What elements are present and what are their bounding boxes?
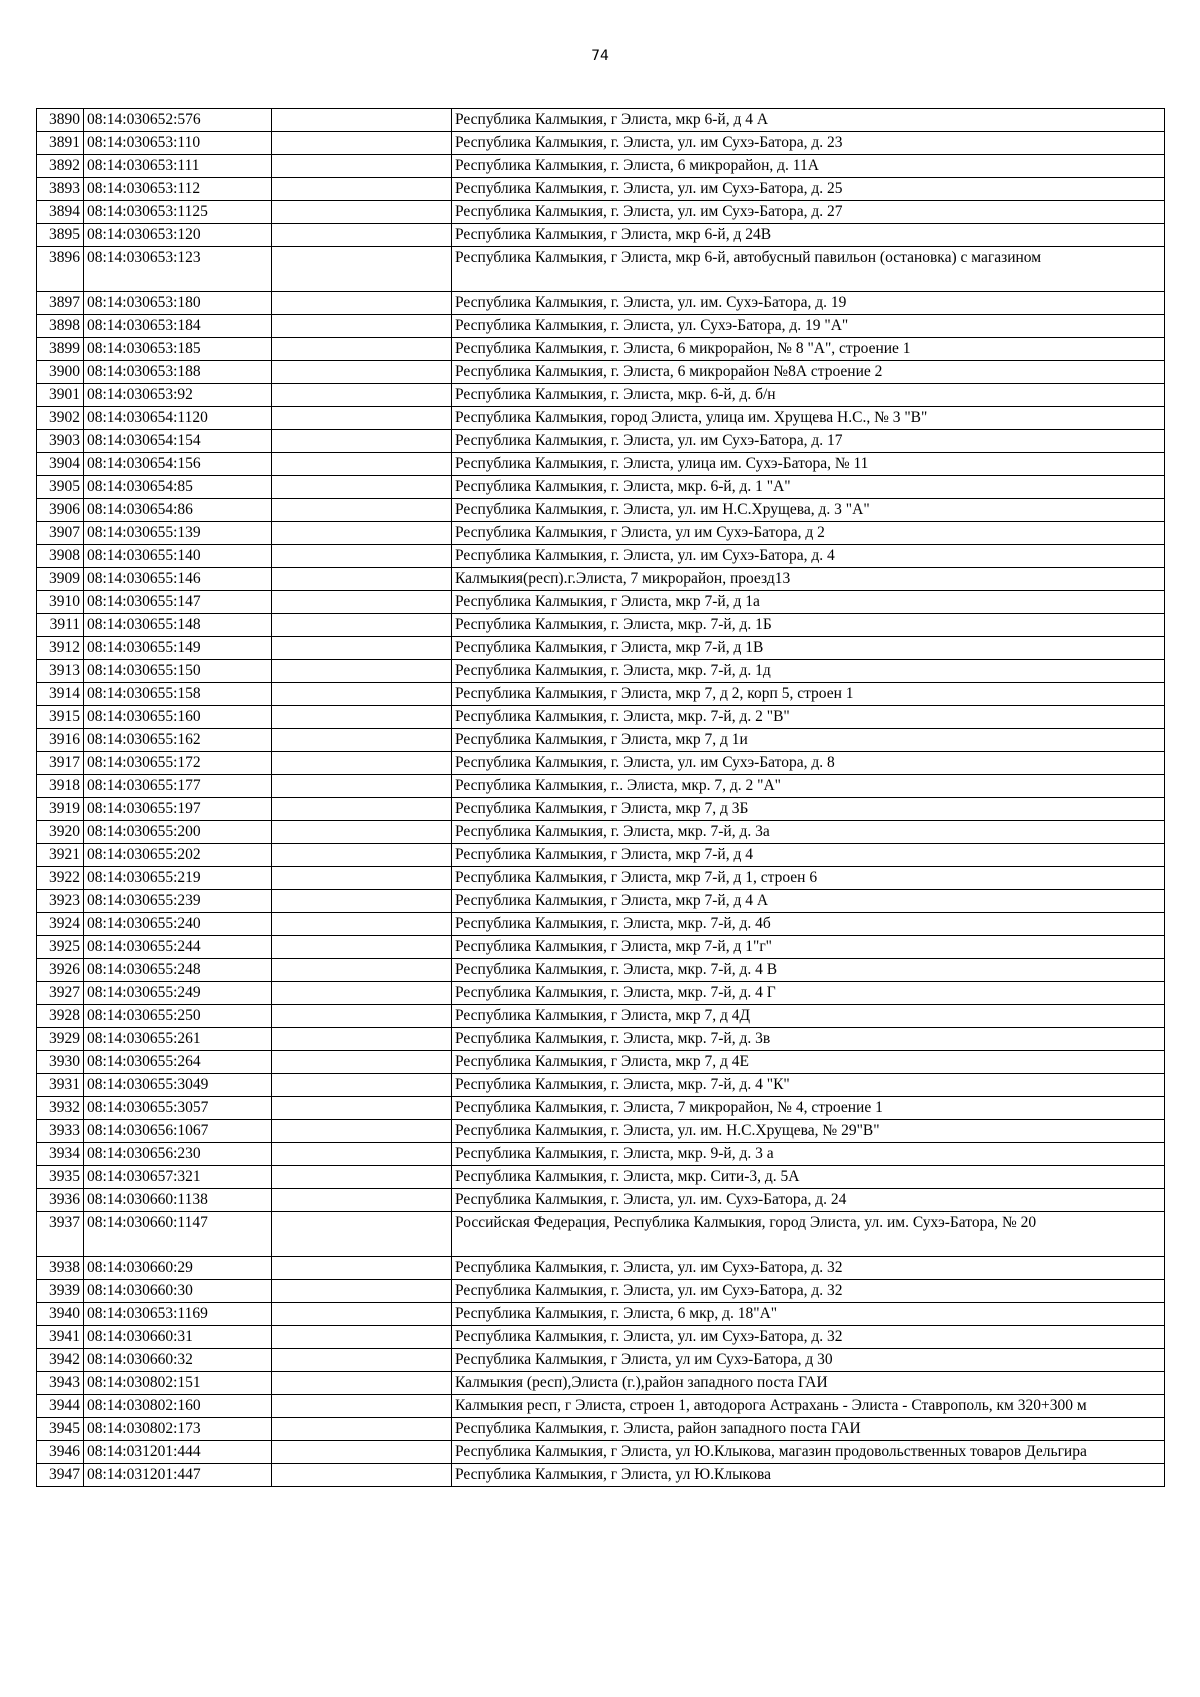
address-cell: Республика Калмыкия, г. Элиста, 6 микрорайон, д. 11А — [452, 155, 1165, 178]
cadastral-number-cell: 08:14:030656:1067 — [84, 1120, 272, 1143]
row-number-cell: 3890 — [37, 109, 84, 132]
page-number: 74 — [591, 48, 609, 64]
row-number-cell: 3947 — [37, 1464, 84, 1487]
row-number-cell: 3908 — [37, 545, 84, 568]
table-row — [37, 407, 1165, 430]
table-row — [37, 867, 1165, 890]
table-row — [37, 476, 1165, 499]
cadastral-number-cell: 08:14:030655:172 — [84, 752, 272, 775]
address-cell: Республика Калмыкия, г. Элиста, 7 микрорайон, № 4, строение 1 — [452, 1097, 1165, 1120]
address-cell: Республика Калмыкия, г. Элиста, мкр. 7-й, д. 4 В — [452, 959, 1165, 982]
empty-cell — [272, 1074, 452, 1097]
row-number-cell: 3900 — [37, 361, 84, 384]
address-cell: Республика Калмыкия, г. Элиста, 6 микрорайон №8А строение 2 — [452, 361, 1165, 384]
address-cell: Республика Калмыкия, г. Элиста, ул. им Сухэ-Батора, д. 8 — [452, 752, 1165, 775]
table-row — [37, 1166, 1165, 1189]
row-number-cell: 3925 — [37, 936, 84, 959]
empty-cell — [272, 1372, 452, 1395]
row-number-cell: 3945 — [37, 1418, 84, 1441]
empty-cell — [272, 1212, 452, 1257]
empty-cell — [272, 1005, 452, 1028]
cadastral-number-cell: 08:14:030802:173 — [84, 1418, 272, 1441]
empty-cell — [272, 614, 452, 637]
cadastral-number-cell: 08:14:030655:177 — [84, 775, 272, 798]
row-number-cell: 3912 — [37, 637, 84, 660]
address-cell: Республика Калмыкия, г. Элиста, ул. им Сухэ-Батора, д. 32 — [452, 1326, 1165, 1349]
row-number-cell: 3906 — [37, 499, 84, 522]
cadastral-number-cell: 08:14:030655:249 — [84, 982, 272, 1005]
table-row — [37, 155, 1165, 178]
address-cell: Республика Калмыкия, г. Элиста, ул. им Сухэ-Батора, д. 25 — [452, 178, 1165, 201]
cadastral-number-cell: 08:14:030660:30 — [84, 1280, 272, 1303]
row-number-cell: 3902 — [37, 407, 84, 430]
empty-cell — [272, 109, 452, 132]
table-row — [37, 706, 1165, 729]
address-cell: Республика Калмыкия, г Элиста, ул им Сухэ-Батора, д 30 — [452, 1349, 1165, 1372]
row-number-cell: 3911 — [37, 614, 84, 637]
table-row — [37, 1189, 1165, 1212]
address-cell: Республика Калмыкия, г. Элиста, ул. им Сухэ-Батора, д. 32 — [452, 1257, 1165, 1280]
row-number-cell: 3921 — [37, 844, 84, 867]
empty-cell — [272, 1097, 452, 1120]
table-row — [37, 315, 1165, 338]
table-row — [37, 224, 1165, 247]
table-row — [37, 1464, 1165, 1487]
row-number-cell: 3910 — [37, 591, 84, 614]
empty-cell — [272, 499, 452, 522]
table-row — [37, 1212, 1165, 1257]
address-cell: Республика Калмыкия, г. Элиста, мкр. 7-й, д. 3а — [452, 821, 1165, 844]
address-cell: Республика Калмыкия, г. Элиста, мкр. 7-й, д. 4б — [452, 913, 1165, 936]
empty-cell — [272, 522, 452, 545]
address-cell: Республика Калмыкия, г Элиста, ул Ю.Клыкова — [452, 1464, 1165, 1487]
table-row — [37, 384, 1165, 407]
address-cell: Республика Калмыкия, г Элиста, мкр 7-й, д 1а — [452, 591, 1165, 614]
address-cell: Республика Калмыкия, г Элиста, ул Ю.Клыкова, магазин продовольственных товаров Дельгира — [452, 1441, 1165, 1464]
empty-cell — [272, 315, 452, 338]
address-cell: Республика Калмыкия, г. Элиста, район западного поста ГАИ — [452, 1418, 1165, 1441]
row-number-cell: 3898 — [37, 315, 84, 338]
table-row — [37, 1097, 1165, 1120]
cadastral-number-cell: 08:14:030655:162 — [84, 729, 272, 752]
cadastral-number-cell: 08:14:030653:184 — [84, 315, 272, 338]
table-row — [37, 1074, 1165, 1097]
address-cell: Республика Калмыкия, г. Элиста, мкр. 9-й, д. 3 а — [452, 1143, 1165, 1166]
table-row — [37, 361, 1165, 384]
empty-cell — [272, 867, 452, 890]
cadastral-number-cell: 08:14:031201:444 — [84, 1441, 272, 1464]
row-number-cell: 3942 — [37, 1349, 84, 1372]
address-cell: Республика Калмыкия, г. Элиста, мкр. 7-й, д. 4 "К" — [452, 1074, 1165, 1097]
empty-cell — [272, 155, 452, 178]
address-cell: Республика Калмыкия, г. Элиста, мкр. 7-й, д. 4 Г — [452, 982, 1165, 1005]
cadastral-number-cell: 08:14:030655:244 — [84, 936, 272, 959]
row-number-cell: 3941 — [37, 1326, 84, 1349]
registry-table-body — [37, 109, 1165, 1487]
empty-cell — [272, 890, 452, 913]
cadastral-registry-table — [36, 108, 1165, 1487]
empty-cell — [272, 959, 452, 982]
empty-cell — [272, 224, 452, 247]
empty-cell — [272, 1120, 452, 1143]
cadastral-number-cell: 08:14:030655:250 — [84, 1005, 272, 1028]
cadastral-number-cell: 08:14:030653:1125 — [84, 201, 272, 224]
table-row — [37, 936, 1165, 959]
row-number-cell: 3905 — [37, 476, 84, 499]
address-cell: Республика Калмыкия, г Элиста, мкр 6-й, д 4 А — [452, 109, 1165, 132]
table-row — [37, 1372, 1165, 1395]
cadastral-number-cell: 08:14:030653:188 — [84, 361, 272, 384]
empty-cell — [272, 1441, 452, 1464]
row-number-cell: 3892 — [37, 155, 84, 178]
table-row — [37, 568, 1165, 591]
cadastral-number-cell: 08:14:030653:185 — [84, 338, 272, 361]
cadastral-number-cell: 08:14:030655:139 — [84, 522, 272, 545]
table-row — [37, 453, 1165, 476]
table-row — [37, 109, 1165, 132]
address-cell: Республика Калмыкия, г Элиста, мкр 7-й, д 1"г" — [452, 936, 1165, 959]
empty-cell — [272, 752, 452, 775]
cadastral-number-cell: 08:14:030660:29 — [84, 1257, 272, 1280]
address-cell: Республика Калмыкия, г Элиста, мкр 7-й, д 4 А — [452, 890, 1165, 913]
row-number-cell: 3932 — [37, 1097, 84, 1120]
cadastral-number-cell: 08:14:031201:447 — [84, 1464, 272, 1487]
cadastral-number-cell: 08:14:030654:156 — [84, 453, 272, 476]
cadastral-number-cell: 08:14:030655:3049 — [84, 1074, 272, 1097]
address-cell: Республика Калмыкия, г Элиста, мкр 7-й, д 1В — [452, 637, 1165, 660]
cadastral-number-cell: 08:14:030653:112 — [84, 178, 272, 201]
table-row — [37, 178, 1165, 201]
address-cell: Республика Калмыкия, г. Элиста, ул. им Сухэ-Батора, д. 17 — [452, 430, 1165, 453]
empty-cell — [272, 1166, 452, 1189]
table-row — [37, 1326, 1165, 1349]
row-number-cell: 3940 — [37, 1303, 84, 1326]
empty-cell — [272, 1280, 452, 1303]
cadastral-number-cell: 08:14:030653:92 — [84, 384, 272, 407]
row-number-cell: 3907 — [37, 522, 84, 545]
empty-cell — [272, 1418, 452, 1441]
table-row — [37, 660, 1165, 683]
row-number-cell: 3935 — [37, 1166, 84, 1189]
empty-cell — [272, 430, 452, 453]
address-cell: Республика Калмыкия, город Элиста, улица им. Хрущева Н.С., № 3 "В" — [452, 407, 1165, 430]
address-cell: Республика Калмыкия, г. Элиста, улица им. Сухэ-Батора, № 11 — [452, 453, 1165, 476]
cadastral-number-cell: 08:14:030652:576 — [84, 109, 272, 132]
cadastral-number-cell: 08:14:030655:264 — [84, 1051, 272, 1074]
table-row — [37, 683, 1165, 706]
empty-cell — [272, 1051, 452, 1074]
address-cell: Республика Калмыкия, г Элиста, мкр 7, д 4Е — [452, 1051, 1165, 1074]
empty-cell — [272, 936, 452, 959]
table-row — [37, 1418, 1165, 1441]
table-row — [37, 247, 1165, 292]
empty-cell — [272, 982, 452, 1005]
cadastral-number-cell: 08:14:030657:321 — [84, 1166, 272, 1189]
table-row — [37, 522, 1165, 545]
table-row — [37, 959, 1165, 982]
empty-cell — [272, 706, 452, 729]
address-cell: Республика Калмыкия, г Элиста, мкр 7, д 1и — [452, 729, 1165, 752]
cadastral-number-cell: 08:14:030660:1138 — [84, 1189, 272, 1212]
cadastral-number-cell: 08:14:030654:85 — [84, 476, 272, 499]
row-number-cell: 3922 — [37, 867, 84, 890]
address-cell: Республика Калмыкия, г. Элиста, ул. им Сухэ-Батора, д. 27 — [452, 201, 1165, 224]
row-number-cell: 3893 — [37, 178, 84, 201]
address-cell: Республика Калмыкия, г. Элиста, мкр. 6-й, д. 1 "А" — [452, 476, 1165, 499]
table-row — [37, 798, 1165, 821]
row-number-cell: 3946 — [37, 1441, 84, 1464]
row-number-cell: 3931 — [37, 1074, 84, 1097]
address-cell: Республика Калмыкия, г. Элиста, 6 мкр, д. 18"А" — [452, 1303, 1165, 1326]
address-cell: Республика Калмыкия, г. Элиста, ул. Сухэ-Батора, д. 19 "А" — [452, 315, 1165, 338]
address-cell: Республика Калмыкия, г. Элиста, ул. им Сухэ-Батора, д. 4 — [452, 545, 1165, 568]
empty-cell — [272, 1303, 452, 1326]
row-number-cell: 3934 — [37, 1143, 84, 1166]
cadastral-number-cell: 08:14:030654:1120 — [84, 407, 272, 430]
address-cell: Калмыкия(респ).г.Элиста, 7 микрорайон, проезд13 — [452, 568, 1165, 591]
table-row — [37, 1051, 1165, 1074]
address-cell: Калмыкия респ, г Элиста, строен 1, автодорога Астрахань - Элиста - Ставрополь, км 320+300 м — [452, 1395, 1165, 1418]
empty-cell — [272, 1326, 452, 1349]
table-row — [37, 292, 1165, 315]
empty-cell — [272, 1464, 452, 1487]
empty-cell — [272, 637, 452, 660]
table-row — [37, 132, 1165, 155]
cadastral-number-cell: 08:14:030655:146 — [84, 568, 272, 591]
table-row — [37, 982, 1165, 1005]
cadastral-number-cell: 08:14:030653:111 — [84, 155, 272, 178]
table-row — [37, 614, 1165, 637]
empty-cell — [272, 821, 452, 844]
empty-cell — [272, 1028, 452, 1051]
address-cell: Республика Калмыкия, г Элиста, мкр 7-й, д 1, строен 6 — [452, 867, 1165, 890]
address-cell: Республика Калмыкия, г. Элиста, мкр. 6-й, д. б/н — [452, 384, 1165, 407]
cadastral-number-cell: 08:14:030653:120 — [84, 224, 272, 247]
row-number-cell: 3904 — [37, 453, 84, 476]
cadastral-number-cell: 08:14:030653:110 — [84, 132, 272, 155]
table-row — [37, 499, 1165, 522]
empty-cell — [272, 476, 452, 499]
cadastral-number-cell: 08:14:030660:1147 — [84, 1212, 272, 1257]
cadastral-number-cell: 08:14:030655:158 — [84, 683, 272, 706]
empty-cell — [272, 247, 452, 292]
address-cell: Республика Калмыкия, г. Элиста, ул. им. Сухэ-Батора, д. 19 — [452, 292, 1165, 315]
row-number-cell: 3909 — [37, 568, 84, 591]
cadastral-number-cell: 08:14:030660:32 — [84, 1349, 272, 1372]
table-row — [37, 1005, 1165, 1028]
address-cell: Республика Калмыкия, г Элиста, мкр 7, д 2, корп 5, строен 1 — [452, 683, 1165, 706]
table-row — [37, 201, 1165, 224]
table-row — [37, 890, 1165, 913]
row-number-cell: 3895 — [37, 224, 84, 247]
row-number-cell: 3914 — [37, 683, 84, 706]
address-cell: Республика Калмыкия, г. Элиста, ул. им Сухэ-Батора, д. 23 — [452, 132, 1165, 155]
row-number-cell: 3927 — [37, 982, 84, 1005]
address-cell: Республика Калмыкия, г Элиста, ул им Сухэ-Батора, д 2 — [452, 522, 1165, 545]
table-row — [37, 545, 1165, 568]
cadastral-number-cell: 08:14:030655:202 — [84, 844, 272, 867]
cadastral-number-cell: 08:14:030654:86 — [84, 499, 272, 522]
row-number-cell: 3920 — [37, 821, 84, 844]
cadastral-number-cell: 08:14:030653:123 — [84, 247, 272, 292]
table-row — [37, 338, 1165, 361]
row-number-cell: 3896 — [37, 247, 84, 292]
table-row — [37, 1395, 1165, 1418]
empty-cell — [272, 1349, 452, 1372]
empty-cell — [272, 201, 452, 224]
empty-cell — [272, 683, 452, 706]
row-number-cell: 3926 — [37, 959, 84, 982]
empty-cell — [272, 338, 452, 361]
row-number-cell: 3894 — [37, 201, 84, 224]
empty-cell — [272, 913, 452, 936]
empty-cell — [272, 132, 452, 155]
row-number-cell: 3901 — [37, 384, 84, 407]
address-cell: Республика Калмыкия, г. Элиста, мкр. 7-й, д. 1д — [452, 660, 1165, 683]
row-number-cell: 3930 — [37, 1051, 84, 1074]
row-number-cell: 3944 — [37, 1395, 84, 1418]
cadastral-number-cell: 08:14:030655:150 — [84, 660, 272, 683]
cadastral-number-cell: 08:14:030802:160 — [84, 1395, 272, 1418]
table-row — [37, 775, 1165, 798]
table-row — [37, 1280, 1165, 1303]
address-cell: Калмыкия (респ),Элиста (г.),район западного поста ГАИ — [452, 1372, 1165, 1395]
cadastral-number-cell: 08:14:030653:180 — [84, 292, 272, 315]
row-number-cell: 3923 — [37, 890, 84, 913]
cadastral-number-cell: 08:14:030655:148 — [84, 614, 272, 637]
table-row — [37, 1349, 1165, 1372]
empty-cell — [272, 407, 452, 430]
cadastral-number-cell: 08:14:030802:151 — [84, 1372, 272, 1395]
empty-cell — [272, 453, 452, 476]
row-number-cell: 3919 — [37, 798, 84, 821]
row-number-cell: 3933 — [37, 1120, 84, 1143]
row-number-cell: 3897 — [37, 292, 84, 315]
row-number-cell: 3943 — [37, 1372, 84, 1395]
row-number-cell: 3937 — [37, 1212, 84, 1257]
empty-cell — [272, 591, 452, 614]
empty-cell — [272, 1395, 452, 1418]
address-cell: Республика Калмыкия, г.. Элиста, мкр. 7, д. 2 "А" — [452, 775, 1165, 798]
empty-cell — [272, 384, 452, 407]
cadastral-number-cell: 08:14:030660:31 — [84, 1326, 272, 1349]
address-cell: Республика Калмыкия, г Элиста, мкр 7, д 3Б — [452, 798, 1165, 821]
cadastral-number-cell: 08:14:030655:3057 — [84, 1097, 272, 1120]
cadastral-number-cell: 08:14:030655:239 — [84, 890, 272, 913]
table-row — [37, 1303, 1165, 1326]
row-number-cell: 3918 — [37, 775, 84, 798]
empty-cell — [272, 292, 452, 315]
row-number-cell: 3891 — [37, 132, 84, 155]
address-cell: Республика Калмыкия, г. Элиста, мкр. 7-й, д. 2 "В" — [452, 706, 1165, 729]
empty-cell — [272, 798, 452, 821]
cadastral-number-cell: 08:14:030653:1169 — [84, 1303, 272, 1326]
address-cell: Республика Калмыкия, г. Элиста, мкр. 7-й, д. 1Б — [452, 614, 1165, 637]
row-number-cell: 3938 — [37, 1257, 84, 1280]
table-row — [37, 821, 1165, 844]
row-number-cell: 3939 — [37, 1280, 84, 1303]
empty-cell — [272, 844, 452, 867]
row-number-cell: 3924 — [37, 913, 84, 936]
empty-cell — [272, 1189, 452, 1212]
table-row — [37, 591, 1165, 614]
table-row — [37, 1257, 1165, 1280]
empty-cell — [272, 775, 452, 798]
row-number-cell: 3929 — [37, 1028, 84, 1051]
empty-cell — [272, 545, 452, 568]
address-cell: Республика Калмыкия, г Элиста, мкр 6-й, д 24В — [452, 224, 1165, 247]
address-cell: Российская Федерация, Республика Калмыкия, город Элиста, ул. им. Сухэ-Батора, № 20 — [452, 1212, 1165, 1257]
row-number-cell: 3899 — [37, 338, 84, 361]
table-row — [37, 752, 1165, 775]
address-cell: Республика Калмыкия, г. Элиста, ул. им. Н.С.Хрущева, № 29"В" — [452, 1120, 1165, 1143]
row-number-cell: 3915 — [37, 706, 84, 729]
cadastral-number-cell: 08:14:030655:197 — [84, 798, 272, 821]
empty-cell — [272, 1143, 452, 1166]
address-cell: Республика Калмыкия, г. Элиста, мкр. Сити-3, д. 5А — [452, 1166, 1165, 1189]
cadastral-number-cell: 08:14:030655:219 — [84, 867, 272, 890]
empty-cell — [272, 178, 452, 201]
address-cell: Республика Калмыкия, г Элиста, мкр 6-й, автобусный павильон (остановка) с магазином — [452, 247, 1165, 292]
cadastral-number-cell: 08:14:030655:248 — [84, 959, 272, 982]
cadastral-number-cell: 08:14:030655:160 — [84, 706, 272, 729]
cadastral-number-cell: 08:14:030655:140 — [84, 545, 272, 568]
table-row — [37, 844, 1165, 867]
cadastral-number-cell: 08:14:030655:261 — [84, 1028, 272, 1051]
address-cell: Республика Калмыкия, г. Элиста, ул. им. Сухэ-Батора, д. 24 — [452, 1189, 1165, 1212]
cadastral-number-cell: 08:14:030655:149 — [84, 637, 272, 660]
table-row — [37, 637, 1165, 660]
address-cell: Республика Калмыкия, г Элиста, мкр 7-й, д 4 — [452, 844, 1165, 867]
table-row — [37, 430, 1165, 453]
address-cell: Республика Калмыкия, г. Элиста, мкр. 7-й, д. 3в — [452, 1028, 1165, 1051]
table-row — [37, 1143, 1165, 1166]
empty-cell — [272, 568, 452, 591]
row-number-cell: 3916 — [37, 729, 84, 752]
table-row — [37, 729, 1165, 752]
address-cell: Республика Калмыкия, г. Элиста, ул. им Сухэ-Батора, д. 32 — [452, 1280, 1165, 1303]
cadastral-number-cell: 08:14:030656:230 — [84, 1143, 272, 1166]
address-cell: Республика Калмыкия, г. Элиста, ул. им Н.С.Хрущева, д. 3 "А" — [452, 499, 1165, 522]
row-number-cell: 3917 — [37, 752, 84, 775]
table-row — [37, 1028, 1165, 1051]
address-cell: Республика Калмыкия, г. Элиста, 6 микрорайон, № 8 "А", строение 1 — [452, 338, 1165, 361]
empty-cell — [272, 729, 452, 752]
table-row — [37, 1441, 1165, 1464]
table-row — [37, 1120, 1165, 1143]
cadastral-number-cell: 08:14:030655:240 — [84, 913, 272, 936]
row-number-cell: 3913 — [37, 660, 84, 683]
address-cell: Республика Калмыкия, г Элиста, мкр 7, д 4Д — [452, 1005, 1165, 1028]
cadastral-number-cell: 08:14:030655:147 — [84, 591, 272, 614]
cadastral-number-cell: 08:14:030655:200 — [84, 821, 272, 844]
row-number-cell: 3936 — [37, 1189, 84, 1212]
row-number-cell: 3903 — [37, 430, 84, 453]
empty-cell — [272, 1257, 452, 1280]
empty-cell — [272, 660, 452, 683]
table-row — [37, 913, 1165, 936]
empty-cell — [272, 361, 452, 384]
row-number-cell: 3928 — [37, 1005, 84, 1028]
cadastral-number-cell: 08:14:030654:154 — [84, 430, 272, 453]
